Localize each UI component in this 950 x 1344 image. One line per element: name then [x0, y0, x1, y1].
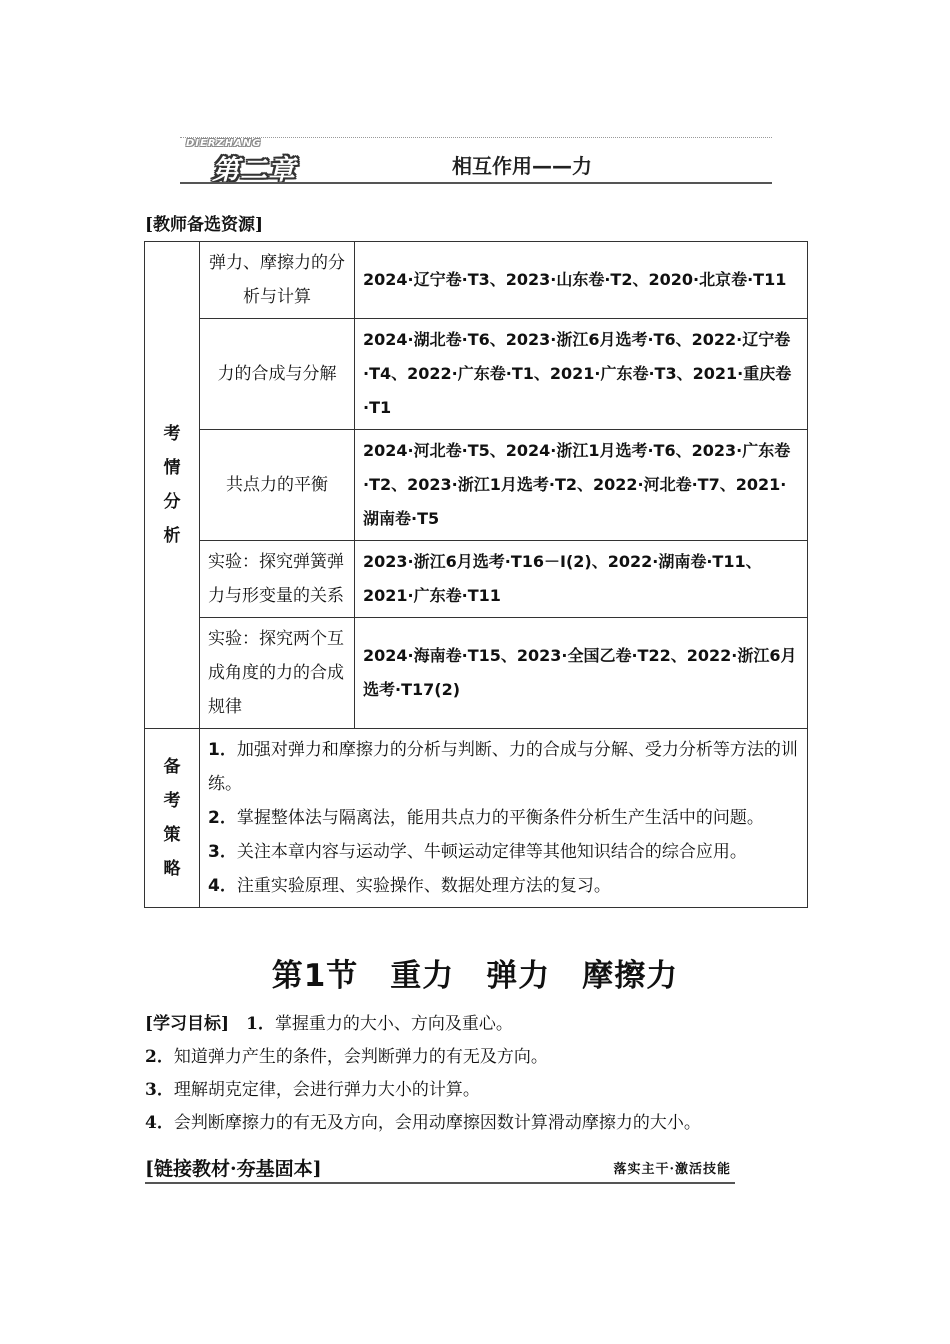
- table-row: [145, 319, 808, 430]
- item-number: 2．: [208, 808, 237, 828]
- exams-cell: 2023·浙江6月选考·T16－Ⅰ(2)、2022·湖南卷·T11、2021·广东卷·T11: [355, 541, 808, 618]
- label-char: 情: [163, 458, 181, 478]
- item-text: 掌握整体法与隔离法，能用共点力的平衡条件分析生产生活中的问题。: [236, 808, 764, 828]
- item-text: 理解胡克定律，会进行弹力大小的计算。: [173, 1080, 480, 1100]
- label-char: 策: [163, 825, 181, 845]
- exams-cell: 2024·辽宁卷·T3、2023·山东卷·T2、2020·北京卷·T11: [355, 242, 808, 319]
- item-text: 知道弹力产生的条件，会判断弹力的有无及方向。: [173, 1047, 548, 1067]
- topic-cell: 共点力的平衡: [200, 430, 355, 541]
- label-char: 析: [163, 526, 181, 546]
- link-section-title: [链接教材·夯基固本]: [145, 1158, 322, 1180]
- item-text: 关注本章内容与运动学、牛顿运动定律等其他知识结合的综合应用。: [236, 842, 747, 862]
- exam-analysis-table: [144, 241, 808, 908]
- chapter-pinyin: DIERZHANG: [186, 138, 262, 149]
- chapter-header: [180, 134, 772, 186]
- header-rule: [180, 182, 772, 184]
- label-char: 考: [163, 791, 181, 811]
- label-char: 备: [163, 757, 181, 777]
- table-row: [145, 618, 808, 729]
- chapter-mark: 第二章: [212, 155, 296, 186]
- item-number: 2．: [145, 1047, 174, 1067]
- item-text: 加强对弹力和摩擦力的分析与判断、力的合成与分解、受力分析等方法的训练。: [208, 740, 798, 794]
- strategy-cell: [200, 729, 808, 908]
- objective-item: [145, 1041, 805, 1074]
- label-char: 分: [163, 492, 181, 512]
- strategy-item: [208, 801, 799, 835]
- section-title: 第1节 重力 弹力 摩擦力: [271, 958, 679, 994]
- chapter-title: 相互作用——力: [452, 154, 592, 178]
- item-text: 会判断摩擦力的有无及方向，会用动摩擦因数计算滑动摩擦力的大小。: [173, 1113, 701, 1133]
- topic-cell: 弹力、摩擦力的分析与计算: [200, 242, 355, 319]
- analysis-label: [145, 242, 200, 729]
- topic-cell: 实验：探究弹簧弹力与形变量的关系: [200, 541, 355, 618]
- topic-cell: 力的合成与分解: [200, 319, 355, 430]
- item-number: 1．: [246, 1014, 275, 1034]
- link-section-subtitle: 落实主干·激活技能: [613, 1162, 731, 1177]
- item-number: 3．: [208, 842, 237, 862]
- strategy-item: [208, 733, 799, 801]
- strategy-item: [208, 835, 799, 869]
- exams-cell: 2024·湖北卷·T6、2023·浙江6月选考·T6、2022·辽宁卷·T4、2022·广东卷·T1、2021·广东卷·T3、2021·重庆卷·T1: [355, 319, 808, 430]
- table-row: [145, 430, 808, 541]
- teacher-resource-label: [教师备选资源]: [145, 215, 264, 235]
- strategy-label: [145, 729, 200, 908]
- item-text: 注重实验原理、实验操作、数据处理方法的复习。: [236, 876, 611, 896]
- link-section-bar: [145, 1152, 735, 1184]
- exams-cell: 2024·河北卷·T5、2024·浙江1月选考·T6、2023·广东卷·T2、2023·浙江1月选考·T2、2022·河北卷·T7、2021·湖南卷·T5: [355, 430, 808, 541]
- item-number: 3．: [145, 1080, 174, 1100]
- learning-objectives: [145, 1008, 805, 1140]
- strategy-item: [208, 869, 799, 903]
- objectives-label: [学习目标]: [145, 1014, 230, 1034]
- item-number: 4．: [208, 876, 237, 896]
- header-dotted-rule: [180, 137, 772, 138]
- table-row: [145, 541, 808, 618]
- item-text: 掌握重力的大小、方向及重心。: [274, 1014, 513, 1034]
- exams-cell: 2024·海南卷·T15、2023·全国乙卷·T22、2022·浙江6月选考·T17(2): [355, 618, 808, 729]
- table-row: [145, 242, 808, 319]
- objective-item: [145, 1008, 805, 1041]
- objective-item: [145, 1074, 805, 1107]
- item-number: 1．: [208, 740, 237, 760]
- label-char: 考: [163, 424, 181, 444]
- objective-item: [145, 1107, 805, 1140]
- table-row: [145, 729, 808, 908]
- label-char: 略: [163, 859, 181, 879]
- item-number: 4．: [145, 1113, 174, 1133]
- topic-cell: 实验：探究两个互成角度的力的合成规律: [200, 618, 355, 729]
